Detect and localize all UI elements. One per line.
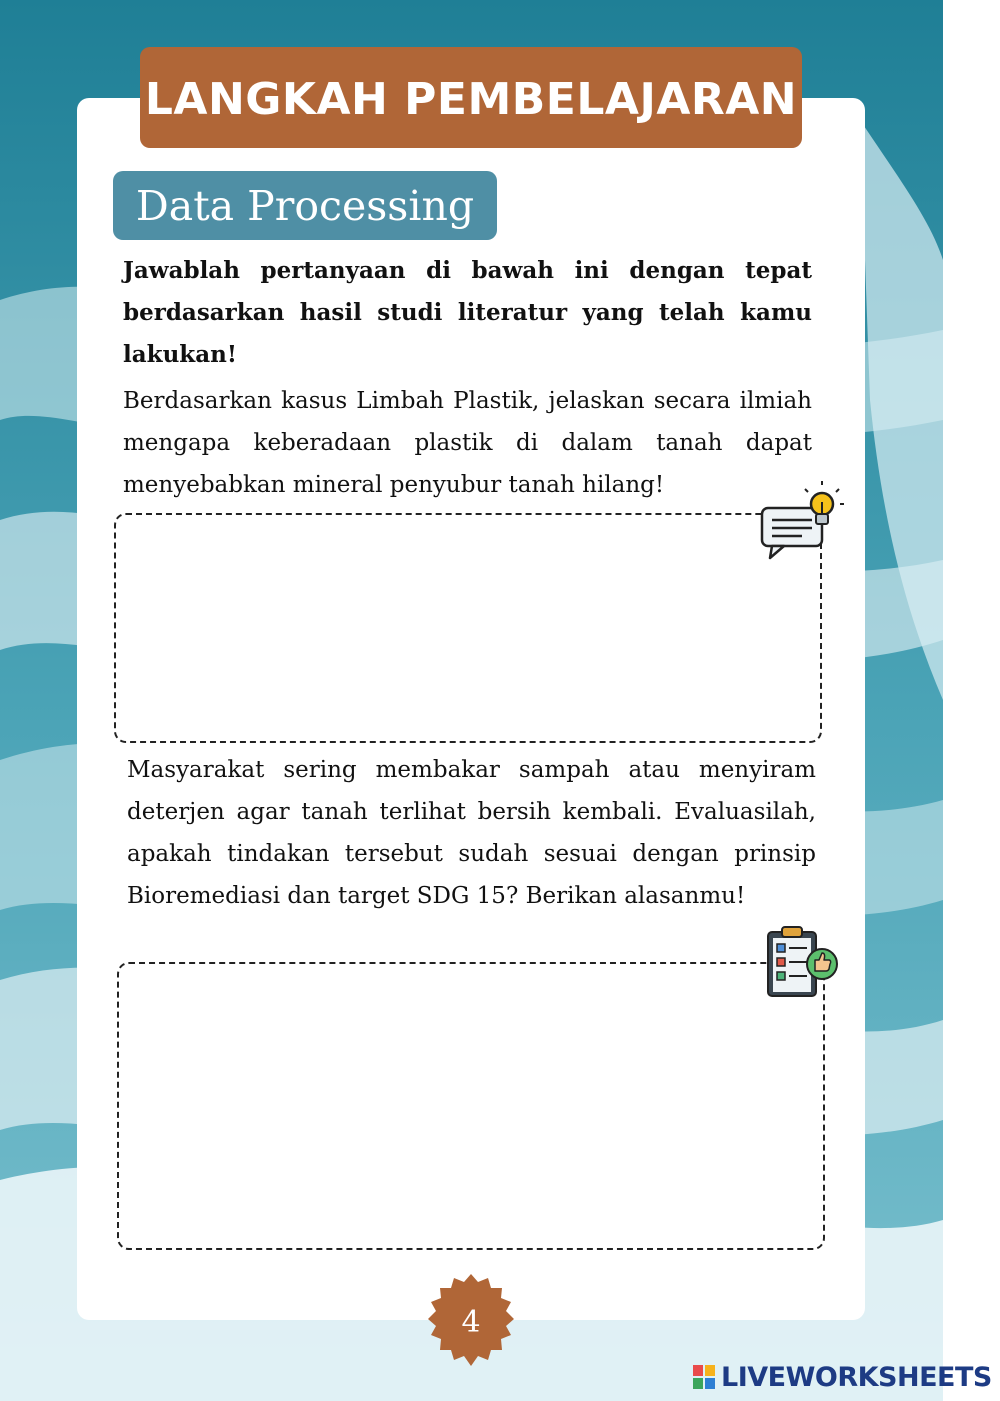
question-1-text: Berdasarkan kasus Limbah Plastik, jelaskan secara ilmiah mengapa keberadaan plastik di dalam tanah dapat menyebabkan mineral penyubur tanah hilang!: [123, 388, 812, 498]
question-2-text: Masyarakat sering membakar sampah atau menyiram deterjen agar tanah terlihat bersih kembali. Evaluasilah, apakah tindakan tersebut sudah sesuai dengan prinsip Bioremediasi dan target SDG 15? Berikan alasanmu!: [127, 757, 816, 909]
idea-speech-bubble-icon: [758, 480, 846, 562]
answer-box-2[interactable]: [117, 962, 825, 1250]
liveworksheets-logo-icon: [693, 1365, 715, 1389]
answer-box-1[interactable]: [114, 513, 822, 743]
footer-brand: [693, 1357, 992, 1397]
page-title: LANGKAH PEMBELAJARAN: [140, 47, 802, 148]
page-number: 4: [461, 1304, 481, 1340]
instruction-text: Jawablah pertanyaan di bawah ini dengan tepat berdasarkan hasil studi literatur yang telah kamu lakukan!: [123, 257, 812, 368]
section-label: Data Processing: [113, 171, 497, 240]
checklist-thumbs-up-icon: [760, 924, 842, 1000]
brand-name: LIVEWORKSHEETS: [721, 1361, 992, 1393]
